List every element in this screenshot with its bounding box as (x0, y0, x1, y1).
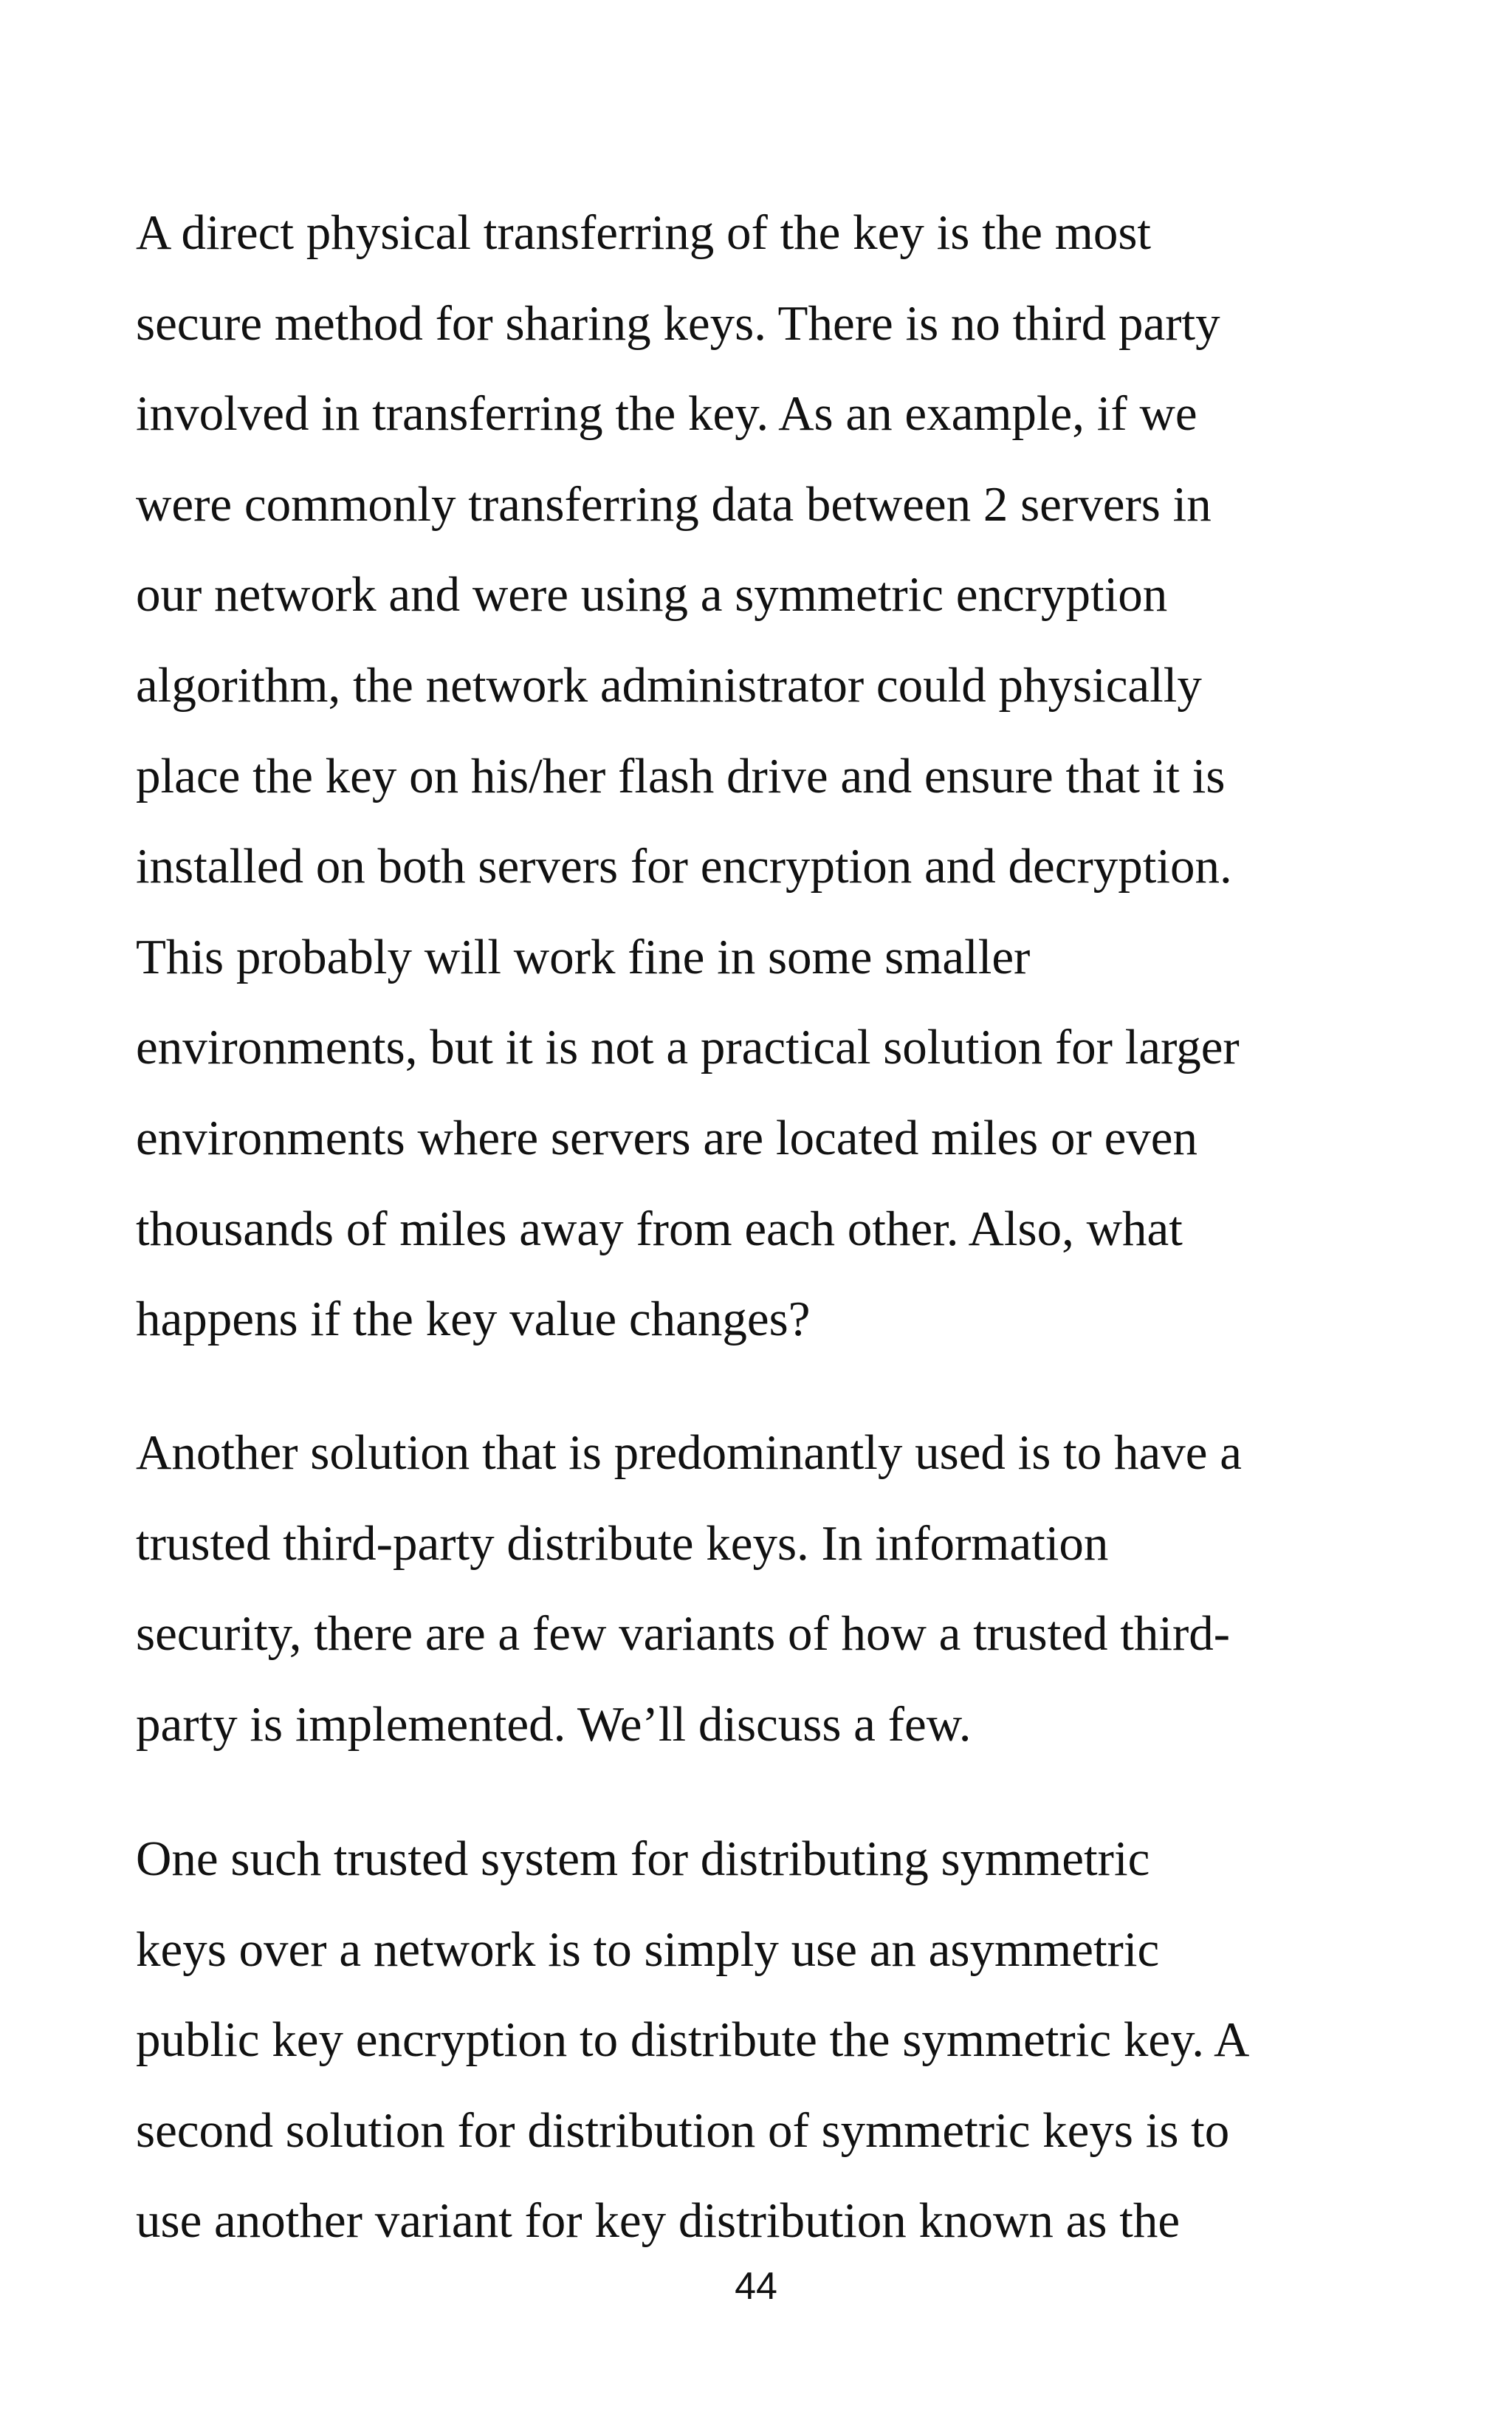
text-line: Another solution that is predominantly used is to have a (136, 1425, 1242, 1480)
paragraph-trusted-third-party (136, 1408, 1384, 1769)
text-line: security, there are a few variants of how a trusted third- (136, 1606, 1231, 1662)
text-line: party is implemented. We’ll discuss a few. (136, 1696, 972, 1752)
page-number: 44 (735, 2265, 777, 2308)
text-line: our network and were using a symmetric encryption (136, 567, 1168, 623)
text-line: place the key on his/her flash drive and ensure that it is (136, 748, 1226, 803)
text-line: use another variant for key distribution known as the (136, 2193, 1181, 2249)
paragraph-direct-transfer (136, 188, 1384, 1365)
text-line: This probably will work fine in some smaller (136, 929, 1031, 984)
paragraph-asymmetric-distribution (136, 1814, 1384, 2266)
text-line: A direct physical transferring of the key is the most (136, 205, 1152, 260)
text-line: happens if the key value changes? (136, 1292, 811, 1347)
text-line: secure method for sharing keys. There is no third party (136, 295, 1220, 351)
text-line: trusted third-party distribute keys. In information (136, 1515, 1109, 1571)
text-line: algorithm, the network administrator could physically (136, 657, 1202, 713)
text-line: second solution for distribution of symmetric keys is to (136, 2102, 1230, 2158)
text-line: keys over a network is to simply use an asymmetric (136, 1922, 1160, 1977)
text-line: environments, but it is not a practical solution for larger (136, 1020, 1240, 1075)
text-line: were commonly transferring data between 2 servers in (136, 476, 1212, 532)
text-line: involved in transferring the key. As an example, if we (136, 386, 1197, 442)
text-line: installed on both servers for encryption and decryption. (136, 839, 1232, 894)
text-line: public key encryption to distribute the symmetric key. A (136, 2012, 1250, 2068)
text-line: environments where servers are located miles or even (136, 1110, 1198, 1165)
text-line: thousands of miles away from each other. Also, what (136, 1201, 1183, 1256)
text-line: One such trusted system for distributing symmetric (136, 1831, 1150, 1886)
